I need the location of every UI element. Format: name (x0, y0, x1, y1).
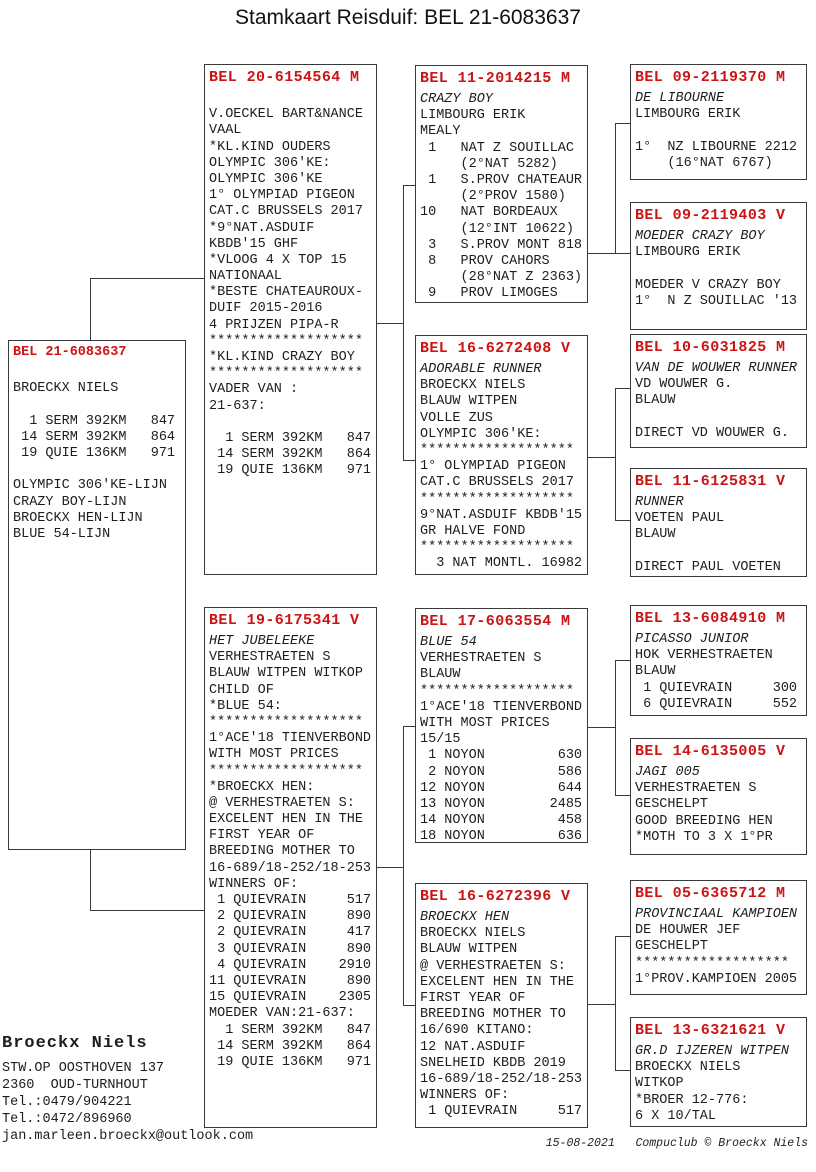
pedigree-line: *BESTE CHATEAUROUX- (209, 285, 363, 301)
pedigree-line: VADER VAN : (209, 382, 299, 398)
pedigree-line: OLYMPIC 306'KE-LIJN (13, 478, 167, 494)
connector-line (615, 936, 616, 1070)
pedigree-line: 1 SERM 392KM 847 (209, 1022, 372, 1038)
pedigree-line: 11 QUIEVRAIN 890 (209, 973, 372, 989)
connector-line (615, 388, 630, 389)
pedigree-line: 2 QUIEVRAIN 417 (209, 925, 372, 941)
pedigree-line: BROECKX NIELS (420, 926, 526, 942)
footer (546, 1137, 808, 1150)
pedigree-line: *BROECKX HEN: (209, 779, 315, 795)
page-title: Stamkaart Reisduif: BEL 21-6083637 (235, 6, 581, 29)
pedigree-box-great-grandparent-6 (630, 738, 807, 855)
pedigree-line: BROECKX HEN-LIJN (13, 510, 143, 526)
pedigree-box-great-grandparent-8 (630, 1017, 807, 1127)
pedigree-line: @ VERHESTRAETEN S: (209, 795, 355, 811)
connector-line (377, 323, 403, 324)
pedigree-line: 1 QUIEVRAIN 517 (209, 893, 372, 908)
pedigree-line (635, 544, 805, 560)
pedigree-line: EXCELENT HEN IN THE (209, 812, 363, 828)
pedigree-line: ******************* (420, 683, 574, 699)
pedigree-box-great-grandparent-3 (630, 334, 807, 448)
pedigree-lines (420, 910, 586, 1120)
pedigree-line: 9°NAT.ASDUIF KBDB'15 (420, 507, 583, 523)
owner-block (2, 1034, 253, 1145)
pedigree-line: WINNERS OF: (209, 876, 299, 892)
pedigree-line: GR HALVE FOND (420, 523, 526, 539)
pedigree-line: 14 SERM 392KM 864 (209, 447, 372, 463)
pedigree-line: (2°NAT 5282) (420, 156, 558, 172)
pedigree-line: VAN DE WOUWER RUNNER (635, 361, 798, 376)
connector-line (588, 253, 630, 254)
pedigree-line: 4 QUIEVRAIN 2910 (209, 957, 372, 973)
ring-number: BEL 21-6083637 (13, 345, 127, 360)
connector-line (588, 1004, 615, 1005)
pedigree-line: 1° NZ LIBOURNE 2212 (635, 139, 798, 155)
pedigree-line: VD WOUWER G. (635, 377, 733, 393)
pedigree-line: 6 X 10/TAL (635, 1108, 717, 1124)
ring-number: BEL 16-6272396 V (420, 888, 571, 905)
footer-date: 15-08-2021 (545, 1137, 615, 1150)
ring-number: BEL 11-6125831 V (635, 473, 786, 490)
pedigree-line: NATIONAAL (209, 269, 282, 285)
owner-name: Broeckx Niels (2, 1034, 148, 1053)
pedigree-lines (420, 362, 586, 572)
pedigree-line: HET JUBELEEKE (209, 634, 315, 649)
pedigree-line (635, 410, 805, 426)
pedigree-line: VOLLE ZUS (420, 410, 493, 426)
ring-number: BEL 17-6063554 M (420, 613, 571, 630)
pedigree-line (209, 91, 375, 107)
connector-line (403, 726, 404, 1005)
pedigree-line: BLAUW (635, 664, 676, 680)
pedigree-line: ******************* (420, 442, 574, 458)
pedigree-line: MOEDER V CRAZY BOY (635, 277, 781, 293)
pedigree-line: JAGI 005 (635, 765, 700, 780)
pedigree-line: 2 NOYON 586 (420, 764, 583, 780)
pedigree-line: 1° OLYMPIAD PIGEON (209, 188, 355, 204)
connector-line (615, 795, 630, 796)
pedigree-line: 14 SERM 392KM 864 (209, 1038, 372, 1054)
pedigree-lines (635, 495, 805, 576)
pedigree-line: BLAUW WITPEN (420, 394, 518, 410)
pedigree-line: 1 NAT Z SOUILLAC (420, 140, 574, 156)
pedigree-line: V.OECKEL BART&NANCE (209, 107, 363, 123)
pedigree-line: 12 NAT.ASDUIF (420, 1039, 526, 1055)
pedigree-line: 15/15 (420, 732, 461, 748)
pedigree-line: 9 PROV LIMOGES (420, 286, 558, 302)
pedigree-line: SNELHEID KBDB 2019 (420, 1055, 566, 1071)
pedigree-line: 16-689/18-252/18-253 (420, 1071, 583, 1087)
pedigree-line: 1 QUIEVRAIN 300 (635, 680, 798, 696)
pedigree-line: DIRECT PAUL VOETEN (635, 559, 781, 575)
pedigree-lines (635, 361, 805, 442)
connector-line (615, 123, 616, 253)
connector-line (615, 123, 630, 124)
pedigree-lines (635, 91, 805, 172)
connector-line (615, 1070, 630, 1071)
pedigree-line: 19 QUIE 136KM 971 (209, 463, 372, 479)
pedigree-line: 6 QUIEVRAIN 552 (635, 696, 798, 712)
pedigree-line: WITKOP (635, 1076, 684, 1092)
pedigree-line: 3 QUIEVRAIN 890 (209, 941, 372, 957)
connector-line (588, 727, 615, 728)
pedigree-line: 21-637: (209, 398, 266, 414)
pedigree-line: 19 QUIE 136KM 971 (209, 1054, 372, 1070)
pedigree-line: BLAUW (635, 527, 676, 543)
pedigree-line: 3 S.PROV MONT 818 (420, 237, 583, 253)
pedigree-line: 12 NOYON 644 (420, 780, 583, 796)
pedigree-line: CRAZY BOY (420, 92, 493, 107)
pedigree-line: 19 QUIE 136KM 971 (13, 445, 176, 461)
owner-email: jan.marleen.broeckx@outlook.com (2, 1129, 254, 1144)
pedigree-line: 13 NOYON 2485 (420, 796, 583, 812)
pedigree-box-father (204, 64, 377, 575)
pedigree-line: 8 PROV CAHORS (420, 253, 550, 269)
ring-number: BEL 16-6272408 V (420, 340, 571, 357)
pedigree-lines (635, 1044, 805, 1125)
pedigree-line: ******************* (209, 333, 363, 349)
pedigree-line: *KL.KIND OUDERS (209, 139, 331, 155)
pedigree-line: BLAUW WITPEN WITKOP (209, 666, 363, 682)
pedigree-line: 18 NOYON 636 (420, 829, 583, 843)
pedigree-line: OLYMPIC 306'KE: (209, 155, 331, 171)
ring-number: BEL 19-6175341 V (209, 612, 360, 629)
pedigree-line: KBDB'15 GHF (209, 236, 299, 252)
pedigree-line: OLYMPIC 306'KE: (420, 426, 542, 442)
pedigree-line: GESCHELPT (635, 939, 708, 955)
pedigree-line: *BROER 12-776: (635, 1092, 749, 1108)
pedigree-box-great-grandparent-4 (630, 468, 807, 577)
owner-address-line: STW.OP OOSTHOVEN 137 (2, 1061, 165, 1076)
pedigree-lines (635, 765, 805, 846)
pedigree-line: 1 QUIEVRAIN 517 (420, 1104, 583, 1120)
pedigree-line: 1° N Z SOUILLAC '13 (635, 293, 798, 309)
pedigree-line: ******************* (635, 955, 789, 971)
pedigree-box-great-grandparent-5 (630, 605, 807, 716)
pedigree-line (13, 365, 184, 381)
pedigree-line: BLAUW (420, 667, 461, 683)
pedigree-line: PICASSO JUNIOR (635, 632, 749, 647)
connector-line (403, 1005, 415, 1006)
owner-phone: Tel.:0479/904221 (2, 1095, 132, 1110)
pedigree-line: *BLUE 54: (209, 698, 282, 714)
connector-line (615, 520, 630, 521)
pedigree-line: BLAUW WITPEN (420, 942, 518, 958)
footer-spacer (615, 1137, 636, 1150)
connector-line (377, 867, 403, 868)
pedigree-line: LIMBOURG ERIK (635, 245, 741, 261)
pedigree-line: ******************* (209, 714, 363, 730)
pedigree-line: WITH MOST PRICES (209, 747, 339, 763)
connector-line (615, 936, 630, 937)
ring-number: BEL 13-6084910 M (635, 610, 786, 627)
pedigree-line: BROECKX NIELS (420, 378, 526, 394)
pedigree-line: (16°NAT 6767) (635, 155, 773, 171)
pedigree-line: BREEDING MOTHER TO (420, 1007, 566, 1023)
pedigree-line: 1°PROV.KAMPIOEN 2005 (635, 971, 798, 987)
connector-line (90, 278, 91, 340)
pedigree-line: 16-689/18-252/18-253 (209, 860, 372, 876)
pedigree-line: WINNERS OF: (420, 1088, 510, 1104)
pedigree-line: 16/690 KITANO: (420, 1023, 534, 1039)
ring-number: BEL 10-6031825 M (635, 339, 786, 356)
pedigree-line: ******************* (209, 366, 363, 382)
pedigree-box-great-grandparent-7 (630, 880, 807, 995)
connector-line (615, 660, 630, 661)
pedigree-box-grandsire-paternal (415, 65, 588, 303)
pedigree-box-great-grandparent-2 (630, 202, 807, 330)
pedigree-line: BREEDING MOTHER TO (209, 844, 355, 860)
pedigree-line: BLUE 54 (420, 635, 477, 650)
pedigree-line: DE HOUWER JEF (635, 923, 741, 939)
pedigree-line: 1 SERM 392KM 847 (209, 430, 372, 446)
pedigree-line: VAAL (209, 123, 242, 139)
pedigree-line: CRAZY BOY-LIJN (13, 494, 127, 510)
pedigree-line: BROECKX NIELS (13, 381, 119, 397)
pedigree-line: (2°PROV 1580) (420, 189, 566, 205)
pedigree-line: LIMBOURG ERIK (420, 108, 526, 124)
ring-number: BEL 13-6321621 V (635, 1022, 786, 1039)
pedigree-lines (209, 634, 375, 1071)
pedigree-line: MEALY (420, 124, 461, 140)
pedigree-line: 1°ACE'18 TIENVERBOND (209, 731, 372, 747)
pedigree-line: OLYMPIC 306'KE (209, 171, 323, 187)
pedigree-line (13, 397, 184, 413)
owner-address-line: 2360 OUD-TURNHOUT (2, 1078, 148, 1093)
pedigree-line (635, 123, 805, 139)
pedigree-line: ADORABLE RUNNER (420, 362, 542, 377)
pedigree-line: BROECKX HEN (420, 910, 510, 925)
pedigree-line: 14 NOYON 458 (420, 813, 583, 829)
owner-phone: Tel.:0472/896960 (2, 1112, 132, 1127)
pedigree-line: 14 SERM 392KM 864 (13, 429, 176, 445)
ring-number: BEL 14-6135005 V (635, 743, 786, 760)
pedigree-box-granddam-maternal (415, 883, 588, 1128)
pedigree-lines (209, 91, 375, 480)
pedigree-line: CAT.C BRUSSELS 2017 (209, 204, 363, 220)
pedigree-line: *MOTH TO 3 X 1°PR (635, 829, 773, 845)
pedigree-box-subject (8, 340, 186, 850)
pedigree-line: *VLOOG 4 X TOP 15 (209, 252, 347, 268)
ring-number: BEL 20-6154564 M (209, 69, 360, 86)
pedigree-line: BROECKX NIELS (635, 1060, 741, 1076)
pedigree-line: VOETEN PAUL (635, 511, 725, 527)
connector-line (403, 185, 404, 460)
connector-line (403, 185, 415, 186)
pedigree-line: VERHESTRAETEN S (420, 651, 542, 667)
pedigree-line: 1° OLYMPIAD PIGEON (420, 459, 566, 475)
pedigree-line: BLUE 54-LIJN (13, 526, 111, 542)
pedigree-line: GESCHELPT (635, 797, 708, 813)
pedigree-box-great-grandparent-1 (630, 64, 807, 180)
pedigree-box-grandsire-maternal (415, 608, 588, 843)
connector-line (90, 278, 204, 279)
connector-line (615, 388, 616, 520)
connector-line (588, 457, 615, 458)
pedigree-line: GR.D IJZEREN WITPEN (635, 1044, 789, 1059)
pedigree-line: *9°NAT.ASDUIF (209, 220, 315, 236)
pedigree-line: 1 SERM 392KM 847 (13, 413, 176, 429)
pedigree-line: *KL.KIND CRAZY BOY (209, 350, 355, 365)
pedigree-lines (13, 365, 184, 543)
pedigree-lines (635, 632, 805, 713)
pedigree-line: 3 NAT MONTL. 16982 (420, 556, 583, 572)
pedigree-line: BLAUW (635, 393, 676, 409)
pedigree-line: FIRST YEAR OF (209, 828, 315, 844)
pedigree-lines (420, 635, 586, 843)
pedigree-line: ******************* (420, 491, 574, 507)
pedigree-line: 1 S.PROV CHATEAUR (420, 172, 583, 188)
pedigree-line (635, 261, 805, 277)
pedigree-line (13, 462, 184, 478)
pedigree-line: 2 QUIEVRAIN 890 (209, 909, 372, 925)
pedigree-line: WITH MOST PRICES (420, 715, 550, 731)
ring-number: BEL 09-2119403 V (635, 207, 786, 224)
pedigree-line: HOK VERHESTRAETEN (635, 648, 773, 664)
connector-line (403, 726, 415, 727)
pedigree-line: FIRST YEAR OF (420, 990, 526, 1006)
pedigree-line: VERHESTRAETEN S (635, 781, 757, 797)
pedigree-line: 4 PRIJZEN PIPA-R (209, 317, 339, 333)
pedigree-line: MOEDER CRAZY BOY (635, 229, 765, 244)
ring-number: BEL 05-6365712 M (635, 885, 786, 902)
pedigree-line: (28°NAT Z 2363) (420, 270, 583, 286)
pedigree-line: CAT.C BRUSSELS 2017 (420, 475, 574, 491)
pedigree-line: DIRECT VD WOUWER G. (635, 425, 789, 441)
pedigree-line: EXCELENT HEN IN THE (420, 974, 574, 990)
pedigree-line: RUNNER (635, 495, 684, 510)
pedigree-line: LIMBOURG ERIK (635, 107, 741, 123)
pedigree-line: 10 NAT BORDEAUX (420, 205, 558, 221)
pedigree-line: VERHESTRAETEN S (209, 650, 331, 666)
pedigree-lines (635, 907, 805, 988)
connector-line (403, 460, 415, 461)
pedigree-line: DE LIBOURNE (635, 91, 725, 106)
ring-number: BEL 09-2119370 M (635, 69, 786, 86)
pedigree-line: CHILD OF (209, 682, 274, 698)
footer-credit: Compuclub © Broeckx Niels (635, 1137, 808, 1150)
pedigree-line: 1°ACE'18 TIENVERBOND (420, 699, 583, 715)
connector-line (615, 660, 616, 795)
pedigree-lines (420, 92, 586, 302)
pedigree-line: 1 NOYON 630 (420, 748, 583, 764)
pedigree-line: (12°INT 10622) (420, 221, 574, 237)
pedigree-line: DUIF 2015-2016 (209, 301, 323, 317)
pedigree-line: MOEDER VAN:21-637: (209, 1006, 355, 1022)
pedigree-line: PROVINCIAAL KAMPIOEN (635, 907, 798, 922)
pedigree-line: @ VERHESTRAETEN S: (420, 958, 566, 974)
pedigree-box-granddam-paternal (415, 335, 588, 575)
pedigree-line (209, 415, 375, 431)
pedigree-line: ******************* (209, 763, 363, 779)
pedigree-line: 15 QUIEVRAIN 2305 (209, 990, 372, 1006)
pedigree-line: GOOD BREEDING HEN (635, 813, 773, 829)
ring-number: BEL 11-2014215 M (420, 70, 571, 87)
connector-line (90, 910, 204, 911)
pedigree-lines (635, 229, 805, 310)
connector-line (90, 850, 91, 910)
pedigree-line: ******************* (420, 540, 574, 556)
